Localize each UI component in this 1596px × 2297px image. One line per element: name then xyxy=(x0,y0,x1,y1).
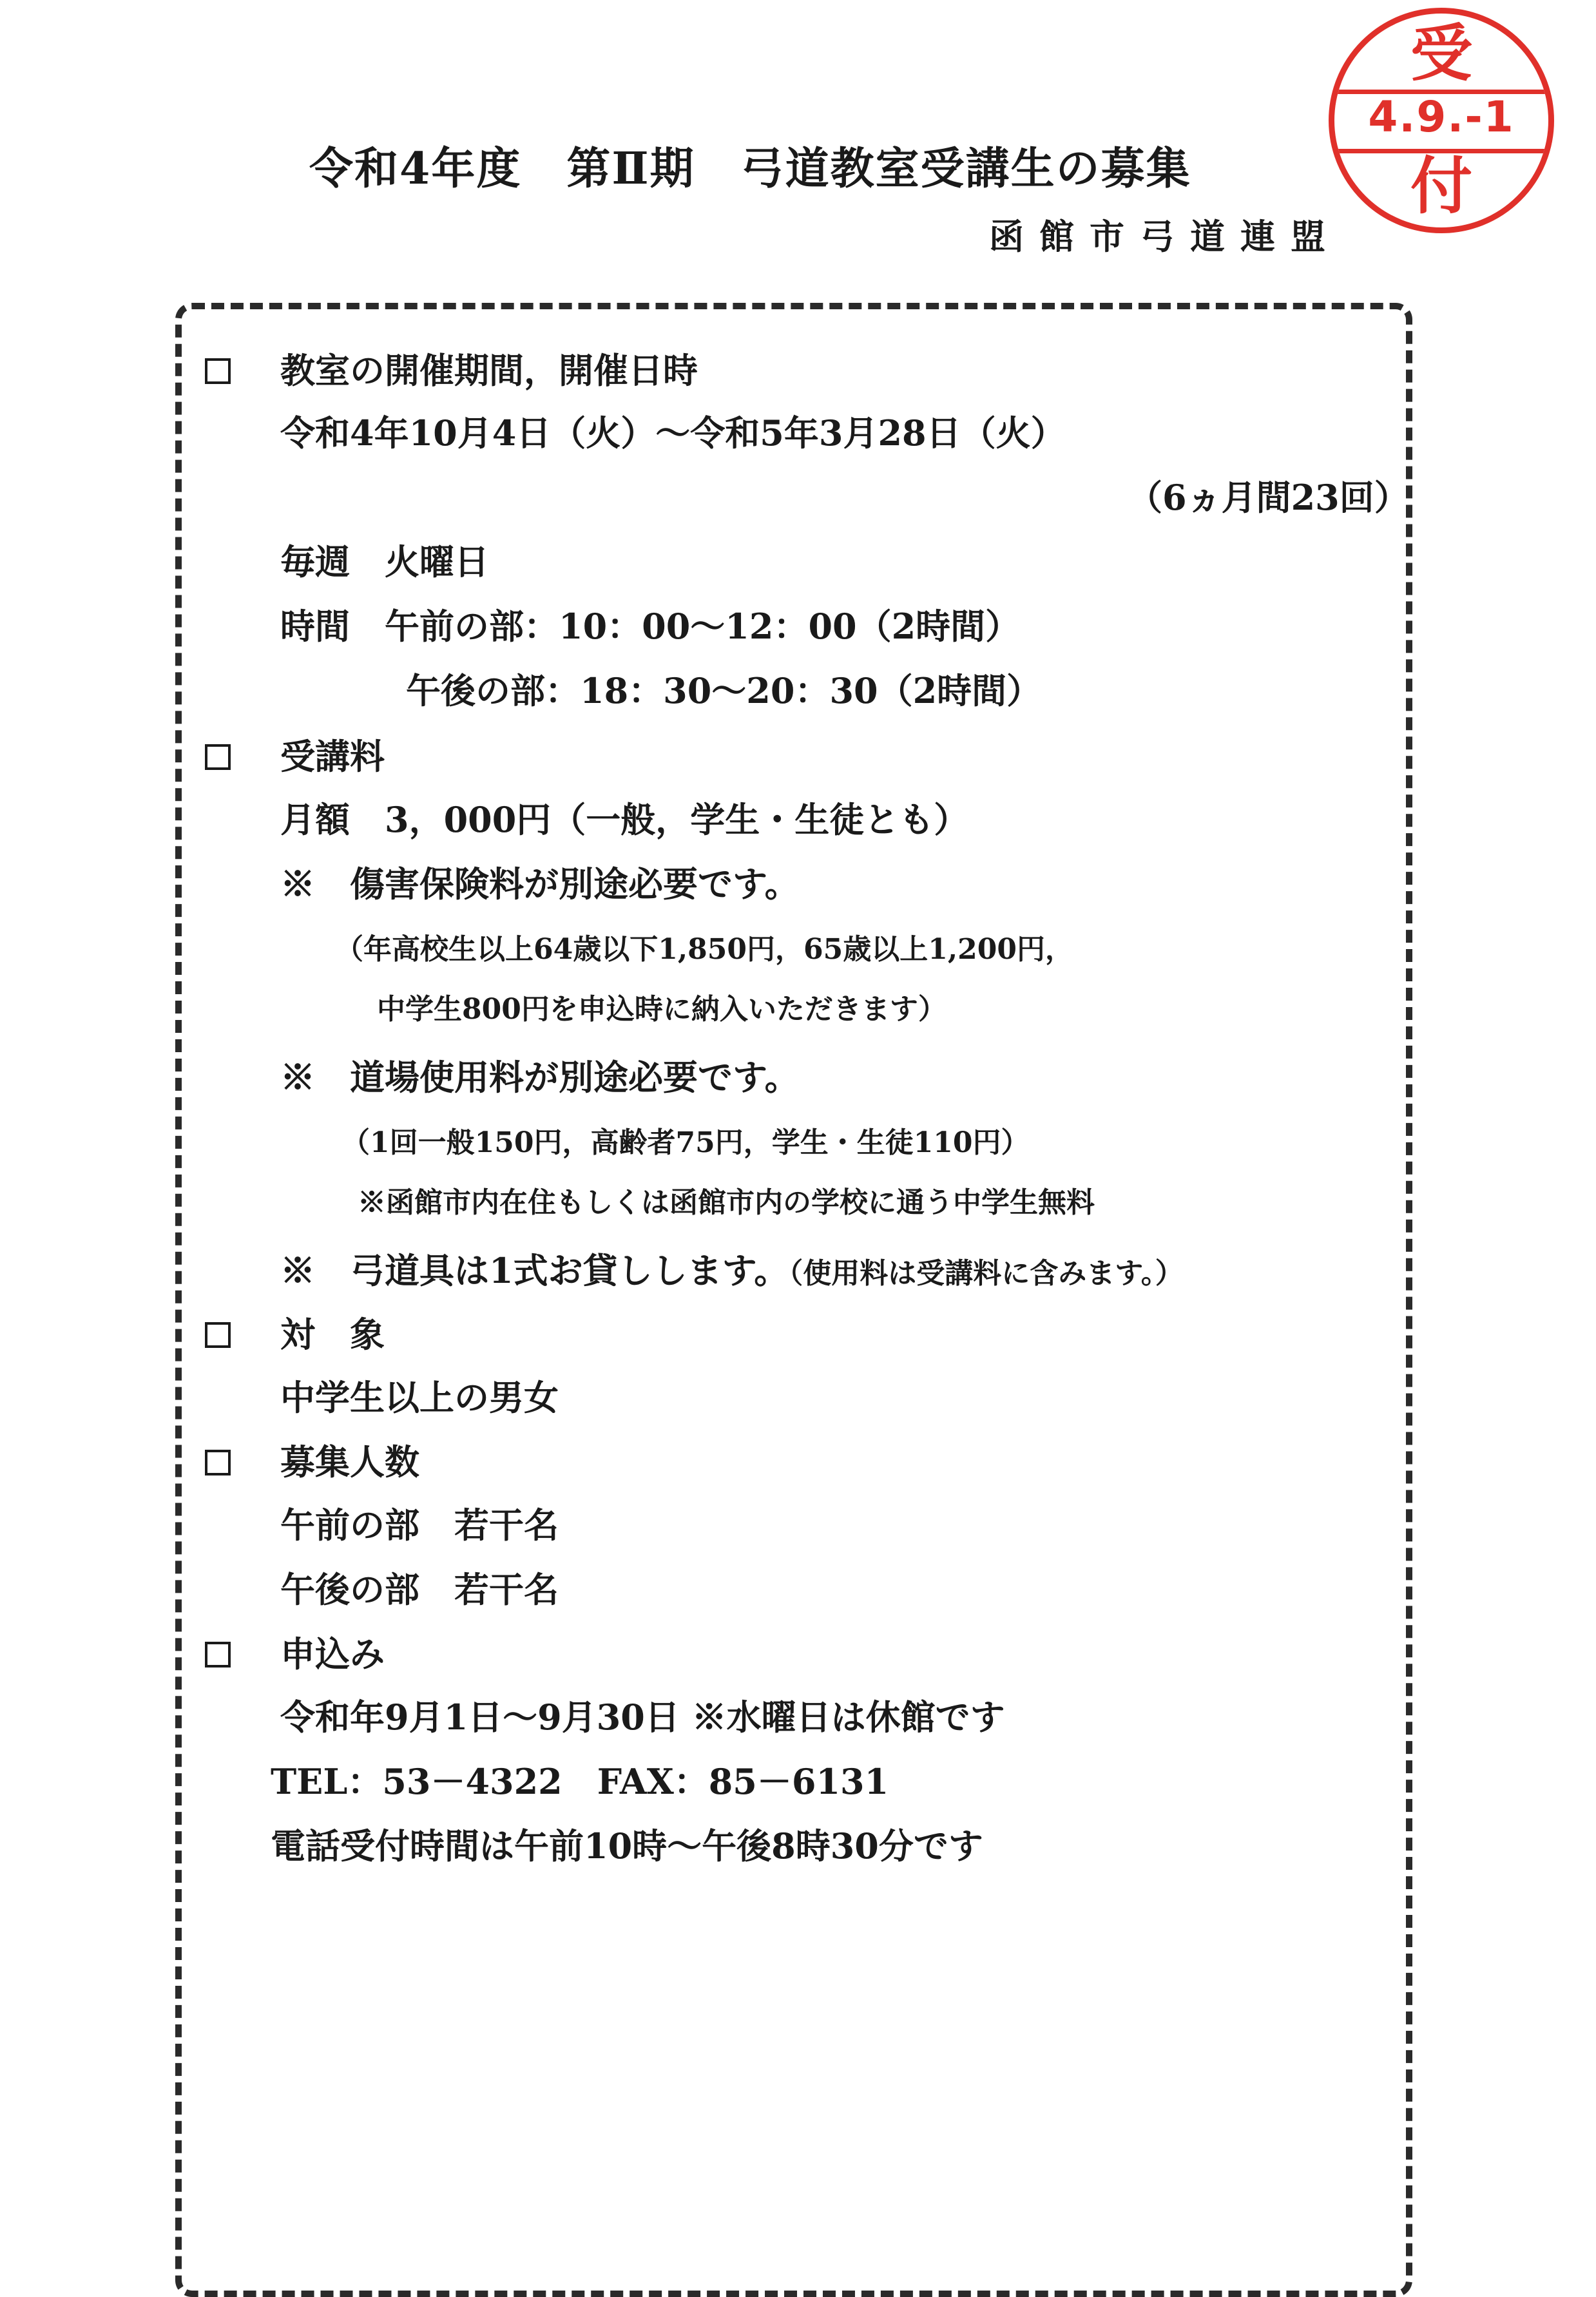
period-time-am: 時間 午前の部：10：00～12：00（2時間） xyxy=(280,606,1021,647)
section-heading-target: 対 象 xyxy=(280,1314,385,1355)
application-contact: TEL：53－4322 FAX：85－6131 xyxy=(271,1761,889,1802)
checkbox-fee xyxy=(205,744,231,770)
fee-insurance-detail-1: （年高校生以上64歳以下1,850円，65歳以上1,200円， xyxy=(335,933,1074,966)
stamp-bottom-char: 付 xyxy=(1410,149,1472,222)
fee-monthly: 月額 3，000円（一般，学生・生徒とも） xyxy=(280,799,969,840)
organization-name: 函館市弓道連盟 xyxy=(989,216,1341,257)
capacity-am: 午前の部 若干名 xyxy=(280,1504,559,1546)
fee-dojo-note: ※ 道場使用料が別途必要です。 xyxy=(280,1057,800,1098)
section-heading-application: 申込み xyxy=(280,1633,385,1675)
checkbox-target xyxy=(205,1322,231,1348)
period-time-pm: 午後の部：18：30～20：30（2時間） xyxy=(406,670,1042,711)
fee-equipment-note xyxy=(280,1250,1184,1291)
period-count: （6ヵ月間23回） xyxy=(1128,477,1409,518)
fee-insurance-note: ※ 傷害保険料が別途必要です。 xyxy=(280,863,800,905)
application-hours: 電話受付時間は午前10時～午後8時30分です xyxy=(271,1825,983,1867)
stamp-top-char: 受 xyxy=(1410,17,1472,90)
fee-equipment-detail: （使用料は受講料に含みます。） xyxy=(789,1257,1184,1290)
capacity-pm: 午後の部 若干名 xyxy=(280,1569,559,1610)
application-period: 令和年9月1日～9月30日 ※水曜日は休館です xyxy=(280,1696,1005,1738)
checkbox-application xyxy=(205,1642,231,1667)
period-dates: 令和4年10月4日（火）～令和5年3月28日（火） xyxy=(280,412,1066,454)
received-stamp xyxy=(1329,8,1554,233)
fee-dojo-detail-1: （1回一般150円，高齢者75円，学生・生徒110円） xyxy=(341,1126,1030,1159)
section-heading-period: 教室の開催期間，開催日時 xyxy=(280,350,698,391)
fee-insurance-detail-2: 中学生800円を申込時に納入いただきます） xyxy=(377,993,947,1026)
section-heading-capacity: 募集人数 xyxy=(280,1441,419,1483)
page-title: 令和4年度 第Ⅱ期 弓道教室受講生の募集 xyxy=(309,143,1191,195)
target-value: 中学生以上の男女 xyxy=(280,1377,559,1418)
period-weekly: 毎週 火曜日 xyxy=(280,541,489,582)
checkbox-period xyxy=(205,358,231,384)
checkbox-capacity xyxy=(205,1450,231,1475)
section-heading-fee: 受講料 xyxy=(280,736,385,777)
fee-equipment-note-main: ※ 弓道具は1式お貸しします。 xyxy=(280,1250,789,1291)
fee-dojo-detail-2: ※函館市内在住もしくは函館市内の学校に通う中学生無料 xyxy=(358,1186,1095,1219)
content-frame xyxy=(175,303,1412,2297)
stamp-date: 4.9.-1 xyxy=(1368,92,1515,142)
